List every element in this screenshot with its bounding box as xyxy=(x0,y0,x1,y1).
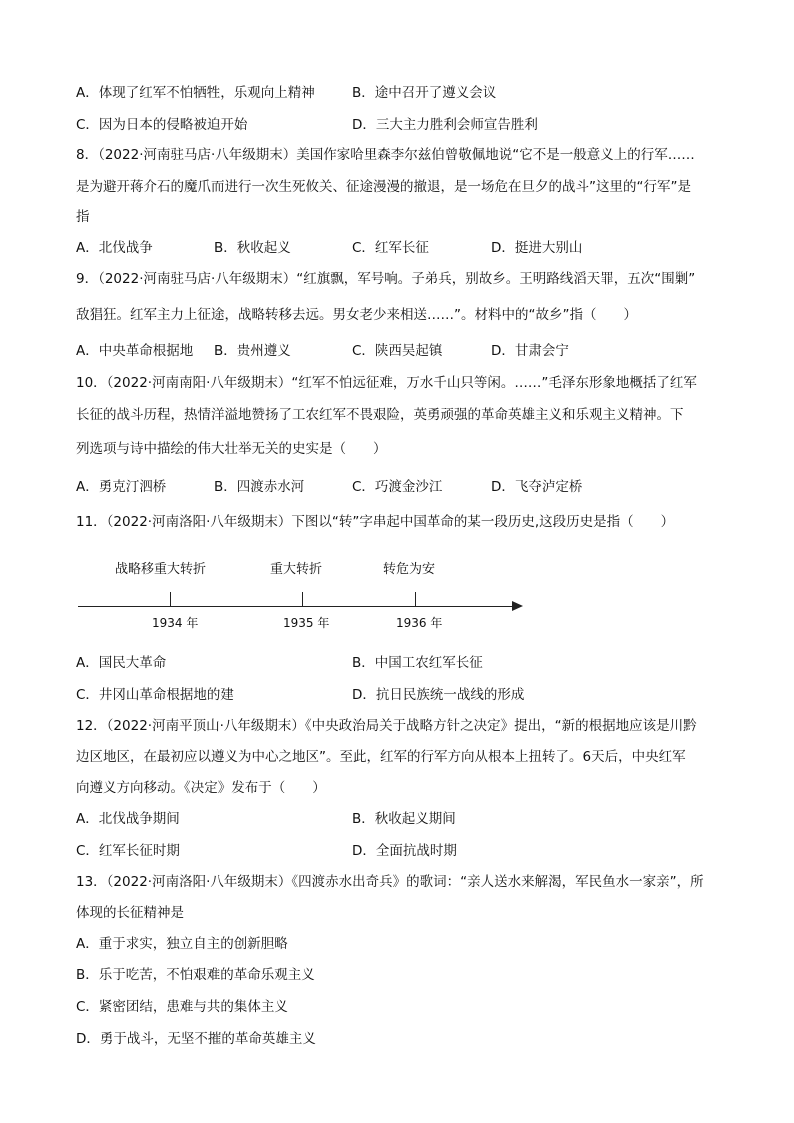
q10-stem-line-3: 列选项与诗中描绘的伟大壮举无关的史实是（ ） xyxy=(76,441,387,457)
q8-option-a: A．北伐战争 xyxy=(76,240,153,256)
timeline-year-3: 1936 年 xyxy=(396,616,443,630)
timeline-label-1: 战略移重大转折 xyxy=(115,562,207,577)
q8-stem-line-2: 是为避开蒋介石的魔爪而进行一次生死攸关、征途漫漫的撤退，是一场危在旦夕的战斗”这里的“行军”是 xyxy=(76,179,691,195)
q9-stem-line-2: 敌猖狂。红军主力上征途，战略转移去远。男女老少来相送……”。材料中的“故乡”指（ ） xyxy=(76,307,637,323)
timeline-label-3: 转危为安 xyxy=(383,562,436,577)
q13-stem-line-1: 13．（2022·河南洛阳·八年级期末）《四渡赤水出奇兵》的歌词：“亲人送水来解渴，军民鱼水一家亲”，所 xyxy=(76,874,704,890)
q11-option-d: D．抗日民族统一战线的形成 xyxy=(352,687,525,703)
q8-option-d: D．挺进大别山 xyxy=(491,240,583,256)
q10-option-d: D．飞夺泸定桥 xyxy=(491,479,583,495)
timeline-tick-1935 xyxy=(302,592,303,606)
q12-option-c: C．红军长征时期 xyxy=(76,843,180,859)
timeline-label-2: 重大转折 xyxy=(270,562,323,577)
q7-option-a: A．体现了红军不怕牺牲，乐观向上精神 xyxy=(76,85,315,101)
q10-option-b: B．四渡赤水河 xyxy=(214,479,305,495)
q12-option-a: A．北伐战争期间 xyxy=(76,811,180,827)
q8-option-b: B．秋收起义 xyxy=(214,240,291,256)
q8-stem-line-3: 指 xyxy=(76,209,90,225)
q9-option-b: B．贵州遵义 xyxy=(214,343,291,359)
q7-option-c: C．因为日本的侵略被迫开始 xyxy=(76,117,248,133)
q9-option-a: A．中央革命根据地 xyxy=(76,343,194,359)
q9-option-c: C．陕西吴起镇 xyxy=(352,343,443,359)
q12-stem-line-3: 向遵义方向移动。《决定》发布于（ ） xyxy=(76,780,326,796)
timeline-year-2: 1935 年 xyxy=(283,616,330,630)
q13-option-a: A．重于求实，独立自主的创新胆略 xyxy=(76,936,288,952)
timeline-tick-1934 xyxy=(170,592,171,606)
q8-option-c: C．红军长征 xyxy=(352,240,429,256)
q11-stem-line-1: 11．（2022·河南洛阳·八年级期末）下图以“转”字串起中国革命的某一段历史,这段历史是指（ ） xyxy=(76,514,675,530)
q13-option-b: B．乐于吃苦，不怕艰难的革命乐观主义 xyxy=(76,967,315,983)
q11-option-b: B．中国工农红军长征 xyxy=(352,655,483,671)
q13-stem-line-2: 体现的长征精神是 xyxy=(76,905,184,921)
q11-option-a: A．国民大革命 xyxy=(76,655,167,671)
q7-option-d: D．三大主力胜利会师宣告胜利 xyxy=(352,117,538,133)
timeline-tick-1936 xyxy=(415,592,416,606)
q11-option-c: C．井冈山革命根据地的建 xyxy=(76,687,234,703)
q10-stem-line-2: 长征的战斗历程，热情洋溢地赞扬了工农红军不畏艰险，英勇顽强的革命英雄主义和乐观主义精神。下 xyxy=(76,407,684,423)
q12-option-b: B．秋收起义期间 xyxy=(352,811,456,827)
q7-option-b: B．途中召开了遵义会议 xyxy=(352,85,497,101)
q8-stem-line-1: 8．（2022·河南驻马店·八年级期末）美国作家哈里森李尔兹伯曾敬佩地说“它不是一般意义上的行军…… xyxy=(76,147,695,163)
timeline-year-1: 1934 年 xyxy=(152,616,199,630)
timeline-axis xyxy=(78,606,518,607)
q12-option-d: D．全面抗战时期 xyxy=(352,843,457,859)
q9-stem-line-1: 9．（2022·河南驻马店·八年级期末）“红旗飘，军号响。子弟兵，别故乡。王明路线滔天罪，五次“围剿” xyxy=(76,271,696,287)
q13-option-c: C．紧密团结，患难与共的集体主义 xyxy=(76,999,288,1015)
q13-option-d: D．勇于战斗，无坚不摧的革命英雄主义 xyxy=(76,1031,316,1047)
q12-stem-line-2: 边区地区，在最初应以遵义为中心之地区”。至此，红军的行军方向从根本上扭转了。6天后，中央红军 xyxy=(76,749,686,765)
q10-option-a: A．勇克汀泗桥 xyxy=(76,479,167,495)
q10-option-c: C．巧渡金沙江 xyxy=(352,479,443,495)
q10-stem-line-1: 10．（2022·河南南阳·八年级期末）“红军不怕远征难，万水千山只等闲。……”毛泽东形象地概括了红军 xyxy=(76,375,697,391)
timeline-arrow-icon xyxy=(512,601,523,611)
q9-option-d: D．甘肃会宁 xyxy=(491,343,569,359)
q12-stem-line-1: 12．（2022·河南平顶山·八年级期末）《中央政治局关于战略方针之决定》提出，“新的根据地应该是川黔 xyxy=(76,718,697,734)
